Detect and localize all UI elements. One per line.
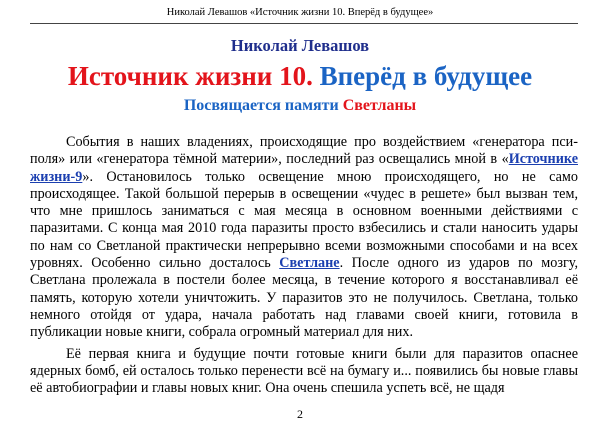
paragraph-1	[30, 134, 578, 342]
dedication	[0, 96, 600, 116]
book-title-part2: Вперёд в будущее	[319, 61, 533, 91]
header-rule	[30, 23, 578, 24]
link-svetlana[interactable]: Светлане	[279, 255, 340, 272]
paragraph-2: Её первая книга и будущие почти готовые книги были для паразитов опаснее ядерных бомб, ей осталось только перенести всё на бумагу и... появились бы новые главы её автобиографии и главы новых книг. Она очень спешила успеть всё, не щадя	[30, 345, 578, 397]
running-header: Николай Левашов «Источник жизни 10. Вперёд в будущее»	[166, 7, 434, 18]
book-title-part1: Источник жизни 10.	[67, 61, 313, 91]
page-number: 2	[0, 407, 600, 421]
link-source-of-life-9[interactable]: Источнике жизни-9	[30, 151, 578, 185]
dedication-part2: Светланы	[342, 97, 417, 114]
paragraph-1-text-2: ». Остановилось только освещение мною происходящего, но не само происходящее. Такой большой перерыв в освещении «чудес в решете» был вызван тем, что мне пришлось заниматься с мая месяца в основном военными действиями с паразитами. С конца мая 2010 года паразиты просто взбесились и стали наносить удары по нам со Светланой практически непрерывно всеми возможными способами и на всех уровнях. Особенно сильно досталось	[30, 168, 578, 272]
paragraph-1-text-3: . После одного из ударов по мозгу, Светлана пролежала в постели более месяца, в течение которого я восстанавливал её память, которую хотели уничтожить. У паразитов это не получилось. Светлана, только немного отойдя от удара, начала работать над главами своей книги, готовила в публикации новые книги, собрала огромный материал для них.	[30, 255, 578, 341]
body-text	[30, 134, 578, 397]
dedication-part1: Посвящается памяти	[183, 97, 339, 114]
book-title	[0, 60, 600, 92]
author-name: Николай Левашов	[230, 36, 370, 55]
paragraph-1-text-1: События в наших владениях, происходящие про воздействием «генератора пси-поля» или «генератора тёмной материи», последний раз освещались мной в «	[30, 134, 578, 168]
